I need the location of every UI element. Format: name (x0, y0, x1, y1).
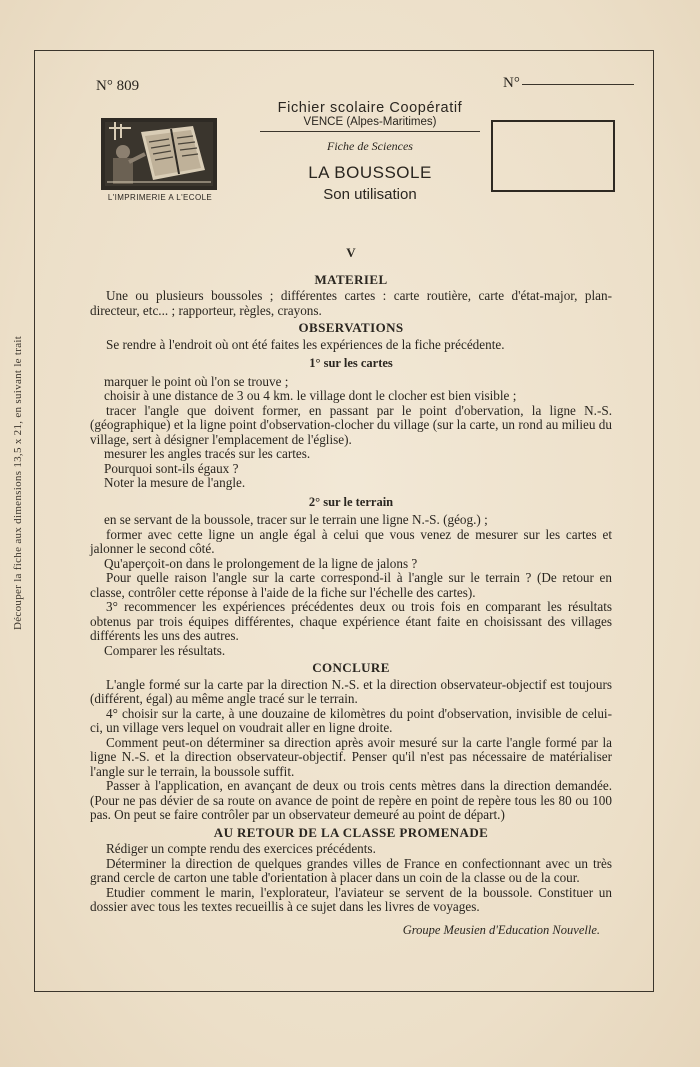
part2-line: Qu'aperçoit-on dans le prolongement de la ligne de jalons ? (104, 555, 418, 571)
part1-line: mesurer les angles tracés sur les cartes. (104, 446, 311, 461)
card-header (230, 100, 510, 203)
cutting-instruction: Découper la fiche aux dimensions 13,5 x 21, en suivant le trait (12, 335, 24, 631)
conclure-line: Passer à l'application, en avançant de deux ou trois cents mètres dans la direction demandée. (Pour ne pas dévier de sa route on avance de point de repère en point de repère tous les 80 ou 100 pas. On peut se faire contrôler par un observateur demeuré au point de départ.) (90, 778, 612, 822)
part1-line: Pourquoi sont-ils égaux ? (104, 460, 239, 476)
part1-line: marquer le point où l'on se trouve ; (104, 373, 289, 389)
conclure-line: L'angle formé sur la carte par la direction N.-S. et la direction observateur-objectif est toujours (différent, égal) au même angle tracé sur le terrain. (90, 676, 612, 706)
observations-intro: Se rendre à l'endroit où ont été faites les expériences de la fiche précédente. (106, 336, 505, 352)
materiel-text: Une ou plusieurs boussoles ; différentes cartes : carte routière, carte d'état-major, plan-directeur, etc... ; rapporteur, règles, crayons. (90, 288, 612, 318)
number-field-label: N° (503, 75, 520, 91)
part2-heading: 2° sur le terrain (308, 494, 394, 509)
section-numeral: V (346, 245, 356, 260)
part2-line: en se servant de la boussole, tracer sur le terrain une ligne N.-S. (géog.) ; (104, 512, 488, 527)
logo-illustration-icon (101, 118, 217, 190)
card-subtitle: Son utilisation (323, 186, 417, 203)
number-field (503, 75, 634, 92)
publisher-location: VENCE (Alpes-Maritimes) (303, 116, 437, 128)
materiel-heading: MATERIEL (314, 271, 388, 287)
author-signature: Groupe Meusien d'Education Nouvelle. (402, 922, 600, 937)
retour-line: Etudier comment le marin, l'explorateur, l'aviateur se servent de la boussole. Constituer un dossier avec tous les textes recueillis à ce sujet dans les livres de voyages. (90, 884, 612, 914)
number-field-line (522, 84, 634, 85)
label-box (491, 120, 615, 192)
part2-line: 3° recommencer les expériences précédentes deux ou trois fois en comparant les résultats obtenus par trois équipes différentes, chaque expérience étant faite en choisissant des villages différents les uns des autres. (90, 599, 612, 643)
retour-line: Rédiger un compte rendu des exercices précédents. (106, 841, 376, 856)
header-rule (260, 131, 480, 132)
part1-heading: 1° sur les cartes (309, 356, 393, 370)
part1-line: tracer l'angle que doivent former, en passant par le point d'obervation, la ligne N.-S. (géographique) et la ligne point d'observation-clocher du village (sur la carte, un rond au milieu du village, sert à désigner l'emplacement de l'église). (90, 402, 612, 447)
card-title: LA BOUSSOLE (308, 163, 432, 182)
printing-press-logo (101, 118, 217, 190)
card-number: N° 809 (96, 78, 140, 94)
retour-heading: AU RETOUR DE LA CLASSE PROMENADE (213, 824, 489, 840)
conclure-line: 4° choisir sur la carte, à une douzaine de kilomètres du point d'observation, invisible de celui-ci, un village vers lequel on voudrait aller en ligne droite. (90, 705, 612, 735)
part2-line: former avec cette ligne un angle égal à celui que vous venez de mesurer sur les cartes et jalonner le second côté. (90, 526, 612, 556)
retour-line: Déterminer la direction de quelques grandes villes de France en confectionnant avec un très grand cercle de carton une table d'orientation à placer dans un coin de la classe ou de la cour. (90, 855, 612, 885)
card-category: Fiche de Sciences (327, 139, 413, 153)
part1-line: Noter la mesure de l'angle. (104, 475, 246, 490)
card-body (90, 246, 612, 937)
logo-caption: L'IMPRIMERIE A L'ECOLE (107, 193, 213, 202)
publisher-name: Fichier scolaire Coopératif (277, 100, 463, 116)
part2-line: Comparer les résultats. (104, 642, 226, 658)
conclure-line: Comment peut-on déterminer sa direction après avoir mesuré sur la carte l'angle formé par la ligne N.-S. et la direction observateur-objectif. Penser qu'il n'est pas nécessaire de matérialiser l'angle sur le terrain, la boussole suffit. (90, 734, 612, 779)
conclure-heading: CONCLURE (312, 660, 390, 675)
observations-heading: OBSERVATIONS (298, 320, 404, 335)
part2-line: Pour quelle raison l'angle sur la carte correspond-il à l'angle sur le terrain ? (De retour en classe, contrôler cette réponse à l'aide de la fiche sur l'échelle des cartes). (90, 570, 612, 600)
part1-line: choisir à une distance de 3 ou 4 km. le village dont le clocher est bien visible ; (104, 388, 517, 403)
